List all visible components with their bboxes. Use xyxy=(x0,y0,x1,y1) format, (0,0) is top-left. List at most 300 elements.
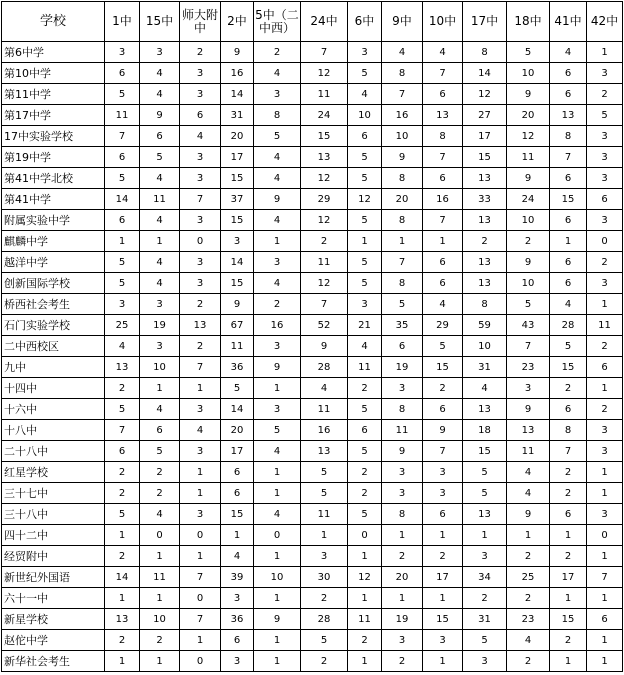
value-cell: 4 xyxy=(507,630,550,651)
value-cell: 3 xyxy=(180,399,221,420)
value-cell: 6 xyxy=(550,63,587,84)
value-cell: 36 xyxy=(221,357,254,378)
value-cell: 3 xyxy=(221,588,254,609)
value-cell: 25 xyxy=(105,315,140,336)
table-row xyxy=(2,567,623,588)
value-cell: 6 xyxy=(105,210,140,231)
value-cell: 4 xyxy=(140,84,180,105)
value-cell: 4 xyxy=(254,147,301,168)
value-cell: 6 xyxy=(587,189,623,210)
table-row xyxy=(2,441,623,462)
value-cell: 10 xyxy=(348,105,382,126)
value-cell: 28 xyxy=(301,357,348,378)
value-cell: 5 xyxy=(221,378,254,399)
value-cell: 4 xyxy=(105,336,140,357)
value-cell: 10 xyxy=(507,273,550,294)
school-name-cell: 四十二中 xyxy=(2,525,105,546)
value-cell: 2 xyxy=(423,546,463,567)
value-cell: 14 xyxy=(463,63,507,84)
value-cell: 13 xyxy=(180,315,221,336)
value-cell: 17 xyxy=(463,126,507,147)
value-cell: 9 xyxy=(507,399,550,420)
value-cell: 12 xyxy=(301,63,348,84)
header-24zhong: 24中 xyxy=(301,2,348,42)
value-cell: 3 xyxy=(348,294,382,315)
value-cell: 6 xyxy=(140,126,180,147)
table-row xyxy=(2,525,623,546)
table-row xyxy=(2,399,623,420)
value-cell: 16 xyxy=(254,315,301,336)
school-name-cell: 第11中学 xyxy=(2,84,105,105)
value-cell: 5 xyxy=(550,336,587,357)
school-name-cell: 创新国际学校 xyxy=(2,273,105,294)
value-cell: 4 xyxy=(550,42,587,63)
value-cell: 3 xyxy=(382,483,423,504)
table-row xyxy=(2,294,623,315)
value-cell: 11 xyxy=(348,357,382,378)
value-cell: 9 xyxy=(254,189,301,210)
value-cell: 11 xyxy=(382,420,423,441)
value-cell: 2 xyxy=(550,462,587,483)
value-cell: 3 xyxy=(254,252,301,273)
value-cell: 2 xyxy=(140,483,180,504)
value-cell: 2 xyxy=(254,42,301,63)
value-cell: 2 xyxy=(382,651,423,672)
value-cell: 4 xyxy=(348,84,382,105)
value-cell: 4 xyxy=(140,399,180,420)
table-row xyxy=(2,630,623,651)
value-cell: 8 xyxy=(463,294,507,315)
table-row xyxy=(2,231,623,252)
value-cell: 3 xyxy=(105,42,140,63)
value-cell: 1 xyxy=(587,546,623,567)
value-cell: 1 xyxy=(587,630,623,651)
value-cell: 3 xyxy=(140,294,180,315)
value-cell: 2 xyxy=(550,378,587,399)
value-cell: 0 xyxy=(180,588,221,609)
value-cell: 2 xyxy=(463,588,507,609)
school-name-cell: 第17中学 xyxy=(2,105,105,126)
value-cell: 13 xyxy=(550,105,587,126)
value-cell: 17 xyxy=(221,441,254,462)
value-cell: 11 xyxy=(105,105,140,126)
value-cell: 3 xyxy=(423,462,463,483)
value-cell: 15 xyxy=(221,504,254,525)
value-cell: 4 xyxy=(423,42,463,63)
header-9zhong: 9中 xyxy=(382,2,423,42)
value-cell: 10 xyxy=(463,336,507,357)
value-cell: 3 xyxy=(301,546,348,567)
value-cell: 28 xyxy=(550,315,587,336)
value-cell: 13 xyxy=(507,420,550,441)
school-name-cell: 新华社会考生 xyxy=(2,651,105,672)
value-cell: 4 xyxy=(463,378,507,399)
value-cell: 3 xyxy=(382,462,423,483)
value-cell: 10 xyxy=(507,63,550,84)
value-cell: 5 xyxy=(348,273,382,294)
value-cell: 3 xyxy=(507,378,550,399)
value-cell: 2 xyxy=(423,378,463,399)
value-cell: 8 xyxy=(550,126,587,147)
value-cell: 9 xyxy=(382,441,423,462)
value-cell: 3 xyxy=(180,168,221,189)
value-cell: 5 xyxy=(348,399,382,420)
value-cell: 1 xyxy=(423,525,463,546)
value-cell: 9 xyxy=(254,357,301,378)
value-cell: 4 xyxy=(254,441,301,462)
value-cell: 24 xyxy=(507,189,550,210)
value-cell: 1 xyxy=(140,378,180,399)
value-cell: 7 xyxy=(587,567,623,588)
value-cell: 15 xyxy=(423,357,463,378)
value-cell: 59 xyxy=(463,315,507,336)
value-cell: 13 xyxy=(301,147,348,168)
value-cell: 9 xyxy=(507,168,550,189)
value-cell: 2 xyxy=(587,252,623,273)
value-cell: 3 xyxy=(587,168,623,189)
value-cell: 5 xyxy=(105,252,140,273)
value-cell: 4 xyxy=(180,420,221,441)
value-cell: 4 xyxy=(507,483,550,504)
value-cell: 12 xyxy=(301,168,348,189)
value-cell: 18 xyxy=(463,420,507,441)
value-cell: 6 xyxy=(382,336,423,357)
value-cell: 10 xyxy=(507,210,550,231)
value-cell: 7 xyxy=(423,63,463,84)
value-cell: 15 xyxy=(423,609,463,630)
value-cell: 1 xyxy=(587,588,623,609)
value-cell: 7 xyxy=(180,357,221,378)
value-cell: 1 xyxy=(254,651,301,672)
value-cell: 11 xyxy=(301,504,348,525)
value-cell: 7 xyxy=(550,441,587,462)
school-name-cell: 石门实验学校 xyxy=(2,315,105,336)
value-cell: 1 xyxy=(140,546,180,567)
value-cell: 4 xyxy=(507,462,550,483)
value-cell: 2 xyxy=(301,231,348,252)
header-2zhong: 2中 xyxy=(221,2,254,42)
value-cell: 33 xyxy=(463,189,507,210)
value-cell: 4 xyxy=(254,63,301,84)
value-cell: 67 xyxy=(221,315,254,336)
value-cell: 6 xyxy=(550,504,587,525)
value-cell: 12 xyxy=(507,126,550,147)
value-cell: 0 xyxy=(348,525,382,546)
value-cell: 9 xyxy=(507,504,550,525)
value-cell: 5 xyxy=(348,147,382,168)
school-name-cell: 第19中学 xyxy=(2,147,105,168)
value-cell: 8 xyxy=(423,126,463,147)
value-cell: 4 xyxy=(140,252,180,273)
table-row xyxy=(2,504,623,525)
school-name-cell: 三十七中 xyxy=(2,483,105,504)
value-cell: 15 xyxy=(550,609,587,630)
value-cell: 2 xyxy=(550,630,587,651)
header-17zhong: 17中 xyxy=(463,2,507,42)
school-name-cell: 红星学校 xyxy=(2,462,105,483)
value-cell: 2 xyxy=(140,630,180,651)
value-cell: 1 xyxy=(587,651,623,672)
value-cell: 6 xyxy=(221,462,254,483)
value-cell: 3 xyxy=(180,84,221,105)
value-cell: 11 xyxy=(507,441,550,462)
school-name-cell: 十八中 xyxy=(2,420,105,441)
value-cell: 8 xyxy=(382,63,423,84)
value-cell: 1 xyxy=(550,525,587,546)
value-cell: 2 xyxy=(463,231,507,252)
value-cell: 5 xyxy=(105,504,140,525)
value-cell: 6 xyxy=(550,210,587,231)
value-cell: 5 xyxy=(301,483,348,504)
value-cell: 29 xyxy=(301,189,348,210)
value-cell: 0 xyxy=(140,525,180,546)
value-cell: 11 xyxy=(301,252,348,273)
value-cell: 7 xyxy=(382,84,423,105)
value-cell: 14 xyxy=(221,399,254,420)
value-cell: 3 xyxy=(180,147,221,168)
table-row xyxy=(2,483,623,504)
value-cell: 6 xyxy=(140,420,180,441)
header-1zhong: 1中 xyxy=(105,2,140,42)
value-cell: 23 xyxy=(507,357,550,378)
value-cell: 11 xyxy=(221,336,254,357)
table-row xyxy=(2,609,623,630)
value-cell: 3 xyxy=(140,42,180,63)
header-row xyxy=(2,2,623,42)
value-cell: 20 xyxy=(221,420,254,441)
value-cell: 3 xyxy=(221,231,254,252)
value-cell: 17 xyxy=(423,567,463,588)
value-cell: 1 xyxy=(254,462,301,483)
value-cell: 1 xyxy=(180,483,221,504)
value-cell: 5 xyxy=(348,63,382,84)
value-cell: 4 xyxy=(382,42,423,63)
value-cell: 0 xyxy=(587,231,623,252)
value-cell: 1 xyxy=(587,483,623,504)
value-cell: 4 xyxy=(254,273,301,294)
value-cell: 31 xyxy=(463,609,507,630)
value-cell: 1 xyxy=(140,588,180,609)
value-cell: 16 xyxy=(301,420,348,441)
value-cell: 1 xyxy=(105,651,140,672)
table-row xyxy=(2,147,623,168)
school-name-cell: 17中实验学校 xyxy=(2,126,105,147)
value-cell: 12 xyxy=(348,189,382,210)
value-cell: 6 xyxy=(550,273,587,294)
table-row xyxy=(2,42,623,63)
value-cell: 11 xyxy=(301,399,348,420)
value-cell: 17 xyxy=(550,567,587,588)
value-cell: 9 xyxy=(221,294,254,315)
value-cell: 6 xyxy=(221,630,254,651)
value-cell: 7 xyxy=(550,147,587,168)
value-cell: 10 xyxy=(382,126,423,147)
value-cell: 15 xyxy=(221,168,254,189)
header-10zhong: 10中 xyxy=(423,2,463,42)
value-cell: 13 xyxy=(463,168,507,189)
value-cell: 2 xyxy=(105,630,140,651)
value-cell: 3 xyxy=(180,441,221,462)
value-cell: 13 xyxy=(301,441,348,462)
value-cell: 15 xyxy=(221,273,254,294)
table-row xyxy=(2,189,623,210)
value-cell: 27 xyxy=(463,105,507,126)
value-cell: 2 xyxy=(254,294,301,315)
value-cell: 13 xyxy=(105,357,140,378)
value-cell: 4 xyxy=(140,63,180,84)
value-cell: 2 xyxy=(348,630,382,651)
value-cell: 3 xyxy=(254,399,301,420)
value-cell: 23 xyxy=(507,609,550,630)
value-cell: 1 xyxy=(550,651,587,672)
value-cell: 1 xyxy=(180,378,221,399)
value-cell: 3 xyxy=(180,63,221,84)
value-cell: 13 xyxy=(423,105,463,126)
school-name-cell: 二中西校区 xyxy=(2,336,105,357)
value-cell: 9 xyxy=(140,105,180,126)
value-cell: 8 xyxy=(550,420,587,441)
table-row xyxy=(2,84,623,105)
value-cell: 34 xyxy=(463,567,507,588)
value-cell: 1 xyxy=(180,546,221,567)
value-cell: 1 xyxy=(382,588,423,609)
value-cell: 2 xyxy=(587,84,623,105)
value-cell: 3 xyxy=(180,210,221,231)
value-cell: 19 xyxy=(382,357,423,378)
value-cell: 13 xyxy=(463,252,507,273)
value-cell: 35 xyxy=(382,315,423,336)
value-cell: 1 xyxy=(382,525,423,546)
value-cell: 2 xyxy=(587,336,623,357)
value-cell: 2 xyxy=(301,651,348,672)
value-cell: 3 xyxy=(587,63,623,84)
value-cell: 11 xyxy=(507,147,550,168)
value-cell: 1 xyxy=(348,546,382,567)
value-cell: 3 xyxy=(587,147,623,168)
value-cell: 1 xyxy=(180,462,221,483)
header-18zhong: 18中 xyxy=(507,2,550,42)
value-cell: 3 xyxy=(587,273,623,294)
value-cell: 4 xyxy=(254,210,301,231)
value-cell: 37 xyxy=(221,189,254,210)
value-cell: 8 xyxy=(382,273,423,294)
value-cell: 3 xyxy=(348,42,382,63)
value-cell: 4 xyxy=(254,504,301,525)
value-cell: 4 xyxy=(423,294,463,315)
value-cell: 5 xyxy=(382,294,423,315)
value-cell: 1 xyxy=(587,294,623,315)
school-name-cell: 桥西社会考生 xyxy=(2,294,105,315)
value-cell: 21 xyxy=(348,315,382,336)
value-cell: 7 xyxy=(105,420,140,441)
value-cell: 0 xyxy=(180,231,221,252)
value-cell: 5 xyxy=(254,126,301,147)
value-cell: 2 xyxy=(550,483,587,504)
value-cell: 3 xyxy=(254,84,301,105)
value-cell: 39 xyxy=(221,567,254,588)
value-cell: 20 xyxy=(221,126,254,147)
value-cell: 7 xyxy=(423,210,463,231)
header-5zhong: 5中（二中西） xyxy=(254,2,301,42)
value-cell: 9 xyxy=(221,42,254,63)
value-cell: 6 xyxy=(221,483,254,504)
value-cell: 5 xyxy=(348,252,382,273)
value-cell: 17 xyxy=(221,147,254,168)
value-cell: 14 xyxy=(105,189,140,210)
value-cell: 2 xyxy=(180,336,221,357)
value-cell: 6 xyxy=(423,504,463,525)
value-cell: 3 xyxy=(423,630,463,651)
value-cell: 1 xyxy=(507,525,550,546)
value-cell: 30 xyxy=(301,567,348,588)
value-cell: 19 xyxy=(382,609,423,630)
value-cell: 24 xyxy=(301,105,348,126)
table-row xyxy=(2,378,623,399)
value-cell: 8 xyxy=(382,399,423,420)
value-cell: 1 xyxy=(348,231,382,252)
value-cell: 8 xyxy=(382,210,423,231)
value-cell: 6 xyxy=(348,126,382,147)
value-cell: 3 xyxy=(382,378,423,399)
header-6zhong: 6中 xyxy=(348,2,382,42)
value-cell: 15 xyxy=(550,189,587,210)
value-cell: 2 xyxy=(105,462,140,483)
value-cell: 43 xyxy=(507,315,550,336)
value-cell: 1 xyxy=(254,630,301,651)
value-cell: 1 xyxy=(254,378,301,399)
value-cell: 6 xyxy=(105,147,140,168)
value-cell: 3 xyxy=(587,441,623,462)
value-cell: 1 xyxy=(550,231,587,252)
value-cell: 4 xyxy=(140,168,180,189)
table-row xyxy=(2,273,623,294)
value-cell: 7 xyxy=(301,294,348,315)
value-cell: 11 xyxy=(348,609,382,630)
value-cell: 7 xyxy=(423,147,463,168)
table-container xyxy=(1,1,623,672)
value-cell: 7 xyxy=(507,336,550,357)
school-name-cell: 十四中 xyxy=(2,378,105,399)
value-cell: 4 xyxy=(550,294,587,315)
value-cell: 6 xyxy=(550,168,587,189)
value-cell: 28 xyxy=(301,609,348,630)
table-row xyxy=(2,462,623,483)
value-cell: 0 xyxy=(254,525,301,546)
value-cell: 1 xyxy=(587,378,623,399)
value-cell: 10 xyxy=(140,609,180,630)
value-cell: 1 xyxy=(423,651,463,672)
value-cell: 4 xyxy=(140,210,180,231)
school-name-cell: 越洋中学 xyxy=(2,252,105,273)
value-cell: 1 xyxy=(423,588,463,609)
value-cell: 15 xyxy=(463,147,507,168)
value-cell: 7 xyxy=(105,126,140,147)
value-cell: 7 xyxy=(301,42,348,63)
school-name-cell: 三十八中 xyxy=(2,504,105,525)
value-cell: 31 xyxy=(463,357,507,378)
value-cell: 0 xyxy=(587,525,623,546)
value-cell: 5 xyxy=(140,441,180,462)
value-cell: 2 xyxy=(587,399,623,420)
value-cell: 1 xyxy=(348,588,382,609)
value-cell: 3 xyxy=(587,210,623,231)
value-cell: 2 xyxy=(180,42,221,63)
value-cell: 7 xyxy=(382,252,423,273)
value-cell: 2 xyxy=(301,588,348,609)
value-cell: 13 xyxy=(463,273,507,294)
value-cell: 6 xyxy=(423,252,463,273)
value-cell: 1 xyxy=(140,651,180,672)
